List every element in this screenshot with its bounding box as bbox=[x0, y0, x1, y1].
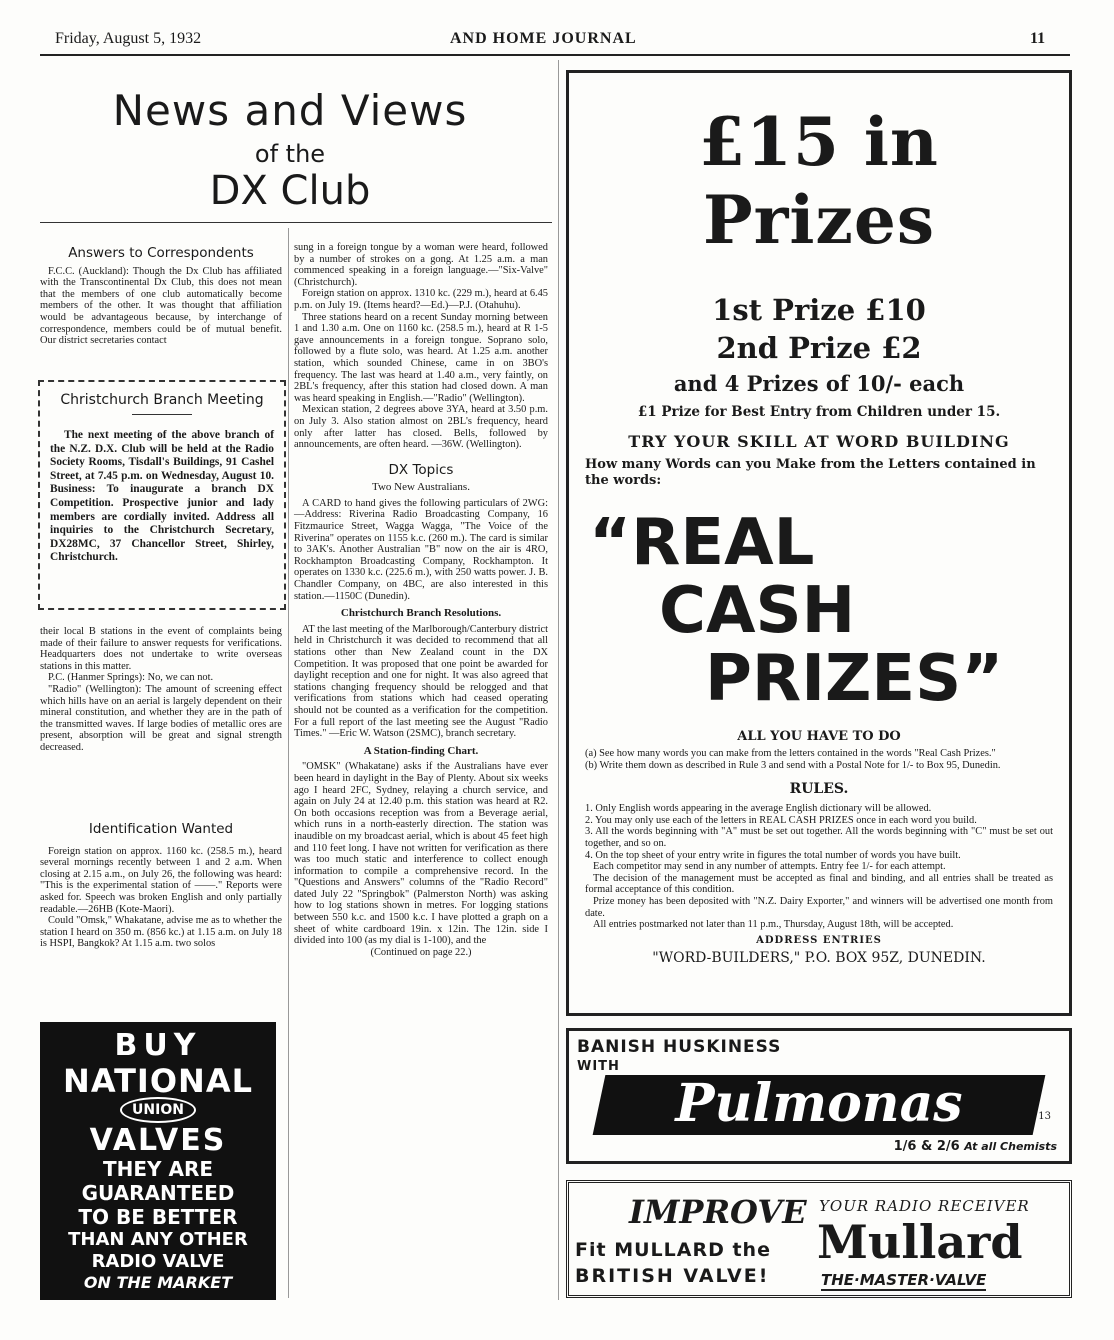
second-prize: 2nd Prize £2 bbox=[716, 331, 922, 365]
entry-note: All entries postmarked not later than 11 p.m., Thursday, August 18th, will be accepted. bbox=[593, 919, 954, 931]
entry-note: The decision of the management must be accepted as final and binding, and all entries shall be treated as formal acceptance of this condition. bbox=[585, 872, 1053, 896]
first-prize: 1st Prize £10 bbox=[712, 293, 926, 327]
answers-continued bbox=[40, 626, 282, 754]
col2-paragraph: Mexican station, 2 degrees above 3YA, heard at 3.50 p.m. on July 3. Also station almost on 2BL's frequency, heard only after latter has closed. Bells, followed by announcements, are often heard. —36W. (Wellington). bbox=[294, 404, 548, 451]
branch-notice-text: The next meeting of the above branch of the N.Z. D.X. Club will be held at the Radio Society Rooms, Tisdall's Buildings, 91 Cashel Street, at 7.45 p.m. on Wednesday, August 10. Business: To inaugurate a branch DX Competition. Prospective junior and lady members are cordially invited. Address all inquiries to the Christchurch Secretary, DX28MC, 37 Chancellor Street, Shirley, Christchurch. bbox=[50, 429, 274, 564]
pulmonas-ad bbox=[566, 1028, 1072, 1164]
dx-topics-heading: DX Topics bbox=[388, 461, 454, 478]
ad-line: THAN ANY OTHER bbox=[68, 1229, 248, 1250]
real-word: “REAL bbox=[589, 506, 815, 580]
fit-mullard: Fit MULLARD the bbox=[575, 1239, 771, 1261]
col2-paragraph: AT the last meeting of the Marlborough/Canterbury district held in Christchurch it was decided to recommend that all stations other than New Zealand count in the DX Competition. It was proposed that one point be awarded for daylight reception and one for night. It was also agreed that stations changing frequency should be relogged and that verifications from stations which had ceased operating should not be counted as a verification for the competition. For a full report of the last meeting see the August "Radio Times." —Eric W. Watson (2SMC), branch secretary. bbox=[294, 623, 548, 740]
union-badge: UNION bbox=[120, 1097, 196, 1123]
rules-list bbox=[585, 803, 1053, 931]
where-sold: At all Chemists bbox=[964, 1140, 1057, 1153]
continued-note: (Continued on page 22.) bbox=[370, 946, 472, 958]
paper-title: AND HOME JOURNAL bbox=[450, 30, 637, 47]
mullard-ad bbox=[566, 1180, 1072, 1298]
col2-paragraph: "OMSK" (Whakatane) asks if the Australians have ever been heard in daylight in the Bay of Plenty. About six weeks ago I heard 2FC, Sydney, relaying a church service, and again on July 24 at 12.40 p.m. this station was heard at R2. On both occasions reception was from a Beverage aerial, which runs in a north-easterly direction. The station was inaudible on my broadcast aerial, which is about 45 feet high and 110 feet long. I have not written for verification as there was too much static and interference to collect enough information to compile a comprehensive record. In the "Questions and Answers" columns of the "Radio Record" dated July 22 "Springbok" (Palmerston North) was asking how to log stations shown in metres. For logging stations between 550 k.c. and 1500 k.c. I have plotted a graph on a sheet of white cardboard 19in. x 12in. The 12in. side I divided into 100 (as my dial is 1-100), and the bbox=[294, 761, 548, 947]
rule-item: 3. All the words beginning with "A" must be set out together. All the words beginning with "C" must be set out together, and so on. bbox=[585, 826, 1053, 849]
with-text: WITH bbox=[577, 1059, 620, 1074]
answers-paragraph: P.C. (Hanmer Springs): No, we can not. bbox=[48, 672, 214, 684]
british-valve: BRITISH VALVE! bbox=[575, 1265, 770, 1287]
answers-paragraph: their local B stations in the event of complaints being made of their failure to answer requests for verifications. Headquarters does not undertake to write overseas stations in this matter. bbox=[40, 626, 282, 672]
mullard-brand: Mullard bbox=[817, 1215, 1023, 1269]
address-label: ADDRESS ENTRIES bbox=[756, 934, 882, 946]
improve-text: IMPROVE bbox=[629, 1193, 807, 1231]
prizes-title: £15 in Prizes bbox=[699, 103, 939, 259]
col2-paragraph: Three stations heard on a recent Sunday morning between 1 and 1.30 a.m. One on 1160 kc. (258.5 m.), heard at R 1-5 gave announcements in a foreign tongue. Soprano solo, followed by a flute solo, was heard. At 1.25 a.m. another station, which sounded Chinese, came in on 3BO's frequency. The last was heard at 1.40 a.m., very faintly, on 2BL's frequency, after this station had closed down. A man was heard speaking in English.—"Radio" (Wellington). bbox=[294, 311, 548, 404]
ident-paragraph: Foreign station on approx. 1160 kc. (258.5 m.), heard several mornings recently between 1 and 2 a.m. When closing at 2.15 a.m., on July 26, the following was heard: "This is the experimental station of ——." Reports were asked for. Speech was broken English and only partially readable.—26HB (Kote-Maori). bbox=[40, 845, 282, 915]
subheading: Christchurch Branch Resolutions. bbox=[340, 607, 502, 620]
subheading: A Station-finding Chart. bbox=[363, 744, 479, 757]
price: 1/6 & 2/6 bbox=[893, 1139, 960, 1154]
instruction-a: (a) See how many words you can make from the letters contained in the words "Real Cash Prizes." bbox=[585, 748, 996, 759]
col2-paragraph: A CARD to hand gives the following particulars of 2WG:—Address: Riverina Radio Broadcasting Company, 16 Fitzmaurice Street, Wagga Wagga, "The Voice of the Riverina" operates on 1155 k.c. (260 m.). The card is similar to 3AK's. Another Australian "B" now on the air is 4RO, Rockhampton Broadcasting Company, Rockhampton. It operates on 1330 k.c. (225.6 m.), with 250 watts power. J. B. Chandler Company, on 4BC, are also interested in this station.—1150C (Dunedin). bbox=[294, 497, 548, 602]
ad-buy: BUY bbox=[114, 1028, 202, 1063]
ident-paragraph: Could "Omsk," Whakatane, advise me as to whether the station I heard on 350 m. (856 kc.) at 1.15 a.m. on July 18 is HSPI, Bangkok? At 1.15 a.m. two solos bbox=[40, 915, 282, 950]
page-number: 11 bbox=[1030, 30, 1046, 47]
rule-item: 2. You may only use each of the letters in REAL CASH PRIZES once in each word you build. bbox=[585, 814, 977, 826]
col2-paragraph: sung in a foreign tongue by a woman were heard, followed by a number of strokes on a gong. At 1.25 a.m. a man commenced speaking in a foreign language.—"Six-Valve" (Christchurch). bbox=[294, 242, 548, 288]
other-prizes: and 4 Prizes of 10/- each bbox=[673, 371, 965, 396]
rule-item: 4. On the top sheet of your entry write in figures the total number of words you have built. bbox=[585, 849, 961, 861]
children-prize: £1 Prize for Best Entry from Children under 15. bbox=[637, 404, 1001, 420]
branch-heading: Christchurch Branch Meeting bbox=[60, 392, 264, 408]
entry-note: Prize money has been deposited with "N.Z. Dairy Exporter," and winners will be advertised one month from date. bbox=[585, 895, 1053, 919]
ident-heading: Identification Wanted bbox=[88, 821, 234, 837]
branch-notice-box bbox=[38, 380, 286, 610]
address-box: "WORD-BUILDERS," P.O. BOX 95Z, DUNEDIN. bbox=[652, 949, 986, 966]
prizes-ad bbox=[566, 70, 1072, 1016]
master-valve: THE·MASTER·VALVE bbox=[821, 1271, 987, 1289]
entry-note: Each competitor may send in any number of attempts. Entry fee 1/- for each attempt. bbox=[593, 861, 946, 873]
issue-date: Friday, August 5, 1932 bbox=[55, 30, 202, 47]
ad-line: TO BE BETTER bbox=[78, 1205, 238, 1229]
try-skill: TRY YOUR SKILL AT WORD BUILDING bbox=[628, 432, 1010, 451]
masthead-line1: News and Views bbox=[112, 86, 468, 135]
answers-section bbox=[40, 242, 282, 347]
ident-section bbox=[40, 818, 282, 950]
ad-code: 13 bbox=[1038, 1111, 1051, 1122]
ad-line: ON THE MARKET bbox=[83, 1273, 233, 1292]
masthead-rule bbox=[40, 222, 552, 223]
answers-heading: Answers to Correspondents bbox=[68, 245, 254, 261]
all-to-do: ALL YOU HAVE TO DO bbox=[737, 729, 901, 744]
column-divider bbox=[288, 228, 289, 1298]
pulmonas-brand: Pulmonas bbox=[675, 1073, 963, 1134]
ad-valves: VALVES bbox=[89, 1123, 227, 1158]
ad-line: GUARANTEED bbox=[81, 1181, 235, 1205]
banish-text: BANISH HUSKINESS bbox=[577, 1037, 782, 1057]
ad-line: RADIO VALVE bbox=[91, 1251, 225, 1272]
union-valves-ad bbox=[40, 1022, 276, 1300]
answers-paragraph: "Radio" (Wellington): The amount of screening effect which hills have on an aerial is largely dependent on their mineral constitution, and whether they are in the path of the transmitted waves. If large bodies of metallic ores are present, absorption will be great and signal strength decreased. bbox=[40, 683, 282, 753]
your-receiver: YOUR RADIO RECEIVER bbox=[819, 1197, 1030, 1215]
col2-paragraph: Foreign station on approx. 1310 kc. (229 m.), heard at 6.45 p.m. on July 19. (Items heard?—Ed.)—P.J. (Otahuhu). bbox=[294, 288, 548, 311]
masthead-line2: of the bbox=[254, 140, 326, 168]
prizes-word: PRIZES” bbox=[705, 642, 1004, 716]
masthead-line3: DX Club bbox=[209, 168, 371, 214]
page-divider bbox=[558, 60, 559, 1300]
answers-paragraph: F.C.C. (Auckland): Though the Dx Club has affiliated with the Transcontinental Dx Club, this does not mean that the members of one club automatically become members of the other. It was thought that affiliation would be advantageous because, by interchange of correspondence, members could be of mutual benefit. Our district secretaries contact bbox=[40, 265, 282, 347]
price-line bbox=[894, 1139, 1057, 1154]
rule-item: 1. Only English words appearing in the average English dictionary will be allowed. bbox=[585, 803, 932, 815]
cash-word: CASH bbox=[659, 574, 856, 648]
subheading: Two New Australians. bbox=[372, 481, 470, 494]
header-rule bbox=[40, 54, 1070, 56]
ad-line: THEY ARE bbox=[102, 1157, 214, 1181]
column-two bbox=[294, 242, 548, 958]
rules-heading: RULES. bbox=[789, 781, 849, 798]
instruction-b: (b) Write them down as described in Rule 3 and send with a Postal Note for 1/- to Box 95, Dunedin. bbox=[585, 759, 1001, 771]
ad-national: NATIONAL bbox=[63, 1062, 253, 1100]
how-many: How many Words can you Make from the Letters contained in the words: bbox=[585, 457, 1036, 488]
